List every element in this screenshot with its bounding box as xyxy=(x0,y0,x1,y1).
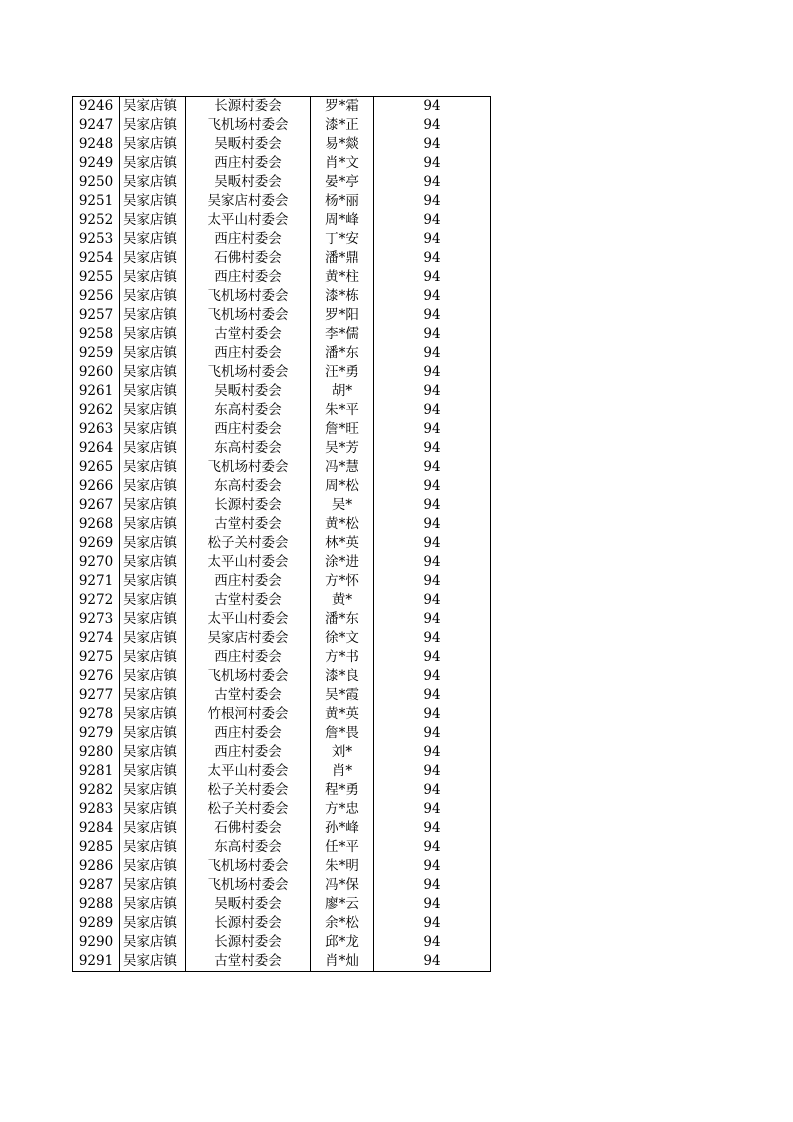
cell-id: 9248 xyxy=(73,135,120,154)
cell-town: 吴家店镇 xyxy=(120,705,186,724)
table-row xyxy=(73,800,491,819)
cell-town: 吴家店镇 xyxy=(120,781,186,800)
cell-name: 周*松 xyxy=(311,477,374,496)
cell-id: 9275 xyxy=(73,648,120,667)
cell-id: 9284 xyxy=(73,819,120,838)
cell-score: 94 xyxy=(374,876,491,895)
cell-score: 94 xyxy=(374,154,491,173)
cell-village: 吴畈村委会 xyxy=(186,173,311,192)
cell-village: 东高村委会 xyxy=(186,401,311,420)
cell-town: 吴家店镇 xyxy=(120,268,186,287)
table-row xyxy=(73,952,491,972)
cell-village: 太平山村委会 xyxy=(186,211,311,230)
cell-score: 94 xyxy=(374,458,491,477)
table-row xyxy=(73,249,491,268)
cell-score: 94 xyxy=(374,515,491,534)
cell-town: 吴家店镇 xyxy=(120,572,186,591)
table-row xyxy=(73,173,491,192)
cell-town: 吴家店镇 xyxy=(120,648,186,667)
cell-id: 9250 xyxy=(73,173,120,192)
cell-name: 朱*明 xyxy=(311,857,374,876)
cell-score: 94 xyxy=(374,192,491,211)
cell-id: 9277 xyxy=(73,686,120,705)
cell-id: 9263 xyxy=(73,420,120,439)
cell-village: 东高村委会 xyxy=(186,838,311,857)
cell-village: 松子关村委会 xyxy=(186,800,311,819)
cell-id: 9270 xyxy=(73,553,120,572)
cell-id: 9259 xyxy=(73,344,120,363)
table-row xyxy=(73,629,491,648)
cell-town: 吴家店镇 xyxy=(120,857,186,876)
cell-village: 长源村委会 xyxy=(186,914,311,933)
cell-village: 长源村委会 xyxy=(186,933,311,952)
cell-id: 9280 xyxy=(73,743,120,762)
cell-name: 易*燚 xyxy=(311,135,374,154)
cell-id: 9288 xyxy=(73,895,120,914)
cell-score: 94 xyxy=(374,914,491,933)
cell-village: 吴家店村委会 xyxy=(186,192,311,211)
cell-score: 94 xyxy=(374,477,491,496)
cell-id: 9269 xyxy=(73,534,120,553)
table-row xyxy=(73,686,491,705)
cell-village: 飞机场村委会 xyxy=(186,363,311,382)
cell-town: 吴家店镇 xyxy=(120,363,186,382)
cell-town: 吴家店镇 xyxy=(120,420,186,439)
cell-name: 潘*东 xyxy=(311,344,374,363)
cell-score: 94 xyxy=(374,705,491,724)
table-row xyxy=(73,496,491,515)
cell-name: 汪*勇 xyxy=(311,363,374,382)
cell-score: 94 xyxy=(374,306,491,325)
cell-id: 9262 xyxy=(73,401,120,420)
cell-village: 长源村委会 xyxy=(186,97,311,117)
table-row xyxy=(73,781,491,800)
cell-score: 94 xyxy=(374,591,491,610)
table-row xyxy=(73,591,491,610)
cell-village: 飞机场村委会 xyxy=(186,458,311,477)
cell-id: 9247 xyxy=(73,116,120,135)
cell-score: 94 xyxy=(374,743,491,762)
cell-id: 9265 xyxy=(73,458,120,477)
cell-name: 任*平 xyxy=(311,838,374,857)
table-row xyxy=(73,534,491,553)
cell-id: 9283 xyxy=(73,800,120,819)
table-row xyxy=(73,268,491,287)
cell-name: 潘*东 xyxy=(311,610,374,629)
cell-village: 西庄村委会 xyxy=(186,724,311,743)
cell-village: 西庄村委会 xyxy=(186,743,311,762)
cell-village: 古堂村委会 xyxy=(186,952,311,972)
cell-town: 吴家店镇 xyxy=(120,933,186,952)
cell-village: 东高村委会 xyxy=(186,477,311,496)
cell-id: 9252 xyxy=(73,211,120,230)
cell-score: 94 xyxy=(374,895,491,914)
cell-village: 西庄村委会 xyxy=(186,648,311,667)
table-row xyxy=(73,933,491,952)
cell-village: 古堂村委会 xyxy=(186,591,311,610)
table-row xyxy=(73,477,491,496)
cell-town: 吴家店镇 xyxy=(120,287,186,306)
cell-town: 吴家店镇 xyxy=(120,496,186,515)
table-row xyxy=(73,838,491,857)
cell-village: 飞机场村委会 xyxy=(186,116,311,135)
table-row xyxy=(73,344,491,363)
cell-id: 9290 xyxy=(73,933,120,952)
table-row xyxy=(73,895,491,914)
cell-town: 吴家店镇 xyxy=(120,724,186,743)
table-row xyxy=(73,97,491,117)
table-row xyxy=(73,420,491,439)
cell-score: 94 xyxy=(374,439,491,458)
cell-score: 94 xyxy=(374,724,491,743)
cell-id: 9261 xyxy=(73,382,120,401)
cell-village: 西庄村委会 xyxy=(186,268,311,287)
cell-name: 周*峰 xyxy=(311,211,374,230)
table-row xyxy=(73,306,491,325)
table-row xyxy=(73,857,491,876)
cell-score: 94 xyxy=(374,230,491,249)
cell-name: 林*英 xyxy=(311,534,374,553)
cell-town: 吴家店镇 xyxy=(120,401,186,420)
cell-score: 94 xyxy=(374,420,491,439)
cell-name: 吴* xyxy=(311,496,374,515)
cell-id: 9276 xyxy=(73,667,120,686)
cell-id: 9272 xyxy=(73,591,120,610)
cell-id: 9255 xyxy=(73,268,120,287)
cell-name: 漆*良 xyxy=(311,667,374,686)
cell-village: 长源村委会 xyxy=(186,496,311,515)
table-row xyxy=(73,914,491,933)
cell-name: 冯*慧 xyxy=(311,458,374,477)
cell-name: 晏*亭 xyxy=(311,173,374,192)
cell-name: 詹*畏 xyxy=(311,724,374,743)
cell-name: 邱*龙 xyxy=(311,933,374,952)
cell-score: 94 xyxy=(374,97,491,117)
cell-id: 9291 xyxy=(73,952,120,972)
table-row xyxy=(73,610,491,629)
table-row xyxy=(73,287,491,306)
cell-id: 9278 xyxy=(73,705,120,724)
table-row xyxy=(73,743,491,762)
cell-town: 吴家店镇 xyxy=(120,344,186,363)
cell-score: 94 xyxy=(374,268,491,287)
cell-name: 漆*栋 xyxy=(311,287,374,306)
cell-id: 9268 xyxy=(73,515,120,534)
cell-score: 94 xyxy=(374,363,491,382)
cell-name: 涂*进 xyxy=(311,553,374,572)
cell-name: 李*儒 xyxy=(311,325,374,344)
cell-name: 吴*霞 xyxy=(311,686,374,705)
table-row xyxy=(73,401,491,420)
table-row xyxy=(73,154,491,173)
cell-town: 吴家店镇 xyxy=(120,458,186,477)
cell-town: 吴家店镇 xyxy=(120,97,186,117)
cell-score: 94 xyxy=(374,325,491,344)
table-row xyxy=(73,439,491,458)
cell-name: 冯*保 xyxy=(311,876,374,895)
cell-name: 孙*峰 xyxy=(311,819,374,838)
cell-town: 吴家店镇 xyxy=(120,325,186,344)
cell-name: 黄*松 xyxy=(311,515,374,534)
cell-village: 吴畈村委会 xyxy=(186,382,311,401)
cell-name: 漆*正 xyxy=(311,116,374,135)
cell-id: 9249 xyxy=(73,154,120,173)
cell-score: 94 xyxy=(374,135,491,154)
cell-name: 肖*文 xyxy=(311,154,374,173)
cell-town: 吴家店镇 xyxy=(120,686,186,705)
cell-town: 吴家店镇 xyxy=(120,116,186,135)
cell-score: 94 xyxy=(374,344,491,363)
table-row xyxy=(73,116,491,135)
cell-village: 东高村委会 xyxy=(186,439,311,458)
cell-id: 9289 xyxy=(73,914,120,933)
cell-name: 肖*灿 xyxy=(311,952,374,972)
cell-score: 94 xyxy=(374,496,491,515)
cell-town: 吴家店镇 xyxy=(120,230,186,249)
cell-village: 太平山村委会 xyxy=(186,610,311,629)
cell-name: 余*松 xyxy=(311,914,374,933)
cell-id: 9285 xyxy=(73,838,120,857)
cell-town: 吴家店镇 xyxy=(120,439,186,458)
table-row xyxy=(73,325,491,344)
cell-name: 方*怀 xyxy=(311,572,374,591)
cell-village: 石佛村委会 xyxy=(186,819,311,838)
cell-town: 吴家店镇 xyxy=(120,211,186,230)
cell-village: 飞机场村委会 xyxy=(186,857,311,876)
cell-village: 飞机场村委会 xyxy=(186,306,311,325)
cell-town: 吴家店镇 xyxy=(120,762,186,781)
table-row xyxy=(73,382,491,401)
cell-town: 吴家店镇 xyxy=(120,819,186,838)
cell-village: 松子关村委会 xyxy=(186,534,311,553)
table-row xyxy=(73,572,491,591)
cell-town: 吴家店镇 xyxy=(120,382,186,401)
table-row xyxy=(73,705,491,724)
cell-village: 飞机场村委会 xyxy=(186,287,311,306)
cell-town: 吴家店镇 xyxy=(120,838,186,857)
cell-village: 西庄村委会 xyxy=(186,230,311,249)
cell-score: 94 xyxy=(374,211,491,230)
cell-town: 吴家店镇 xyxy=(120,515,186,534)
cell-id: 9282 xyxy=(73,781,120,800)
table-row xyxy=(73,230,491,249)
cell-town: 吴家店镇 xyxy=(120,306,186,325)
cell-id: 9267 xyxy=(73,496,120,515)
cell-id: 9246 xyxy=(73,97,120,117)
roster-table-body xyxy=(73,97,491,972)
cell-score: 94 xyxy=(374,534,491,553)
cell-score: 94 xyxy=(374,952,491,972)
cell-name: 黄*英 xyxy=(311,705,374,724)
cell-village: 太平山村委会 xyxy=(186,553,311,572)
cell-name: 罗*霜 xyxy=(311,97,374,117)
cell-id: 9254 xyxy=(73,249,120,268)
cell-name: 方*书 xyxy=(311,648,374,667)
cell-name: 朱*平 xyxy=(311,401,374,420)
table-row xyxy=(73,648,491,667)
cell-town: 吴家店镇 xyxy=(120,192,186,211)
cell-name: 丁*安 xyxy=(311,230,374,249)
cell-village: 吴畈村委会 xyxy=(186,135,311,154)
cell-village: 西庄村委会 xyxy=(186,344,311,363)
cell-id: 9258 xyxy=(73,325,120,344)
cell-town: 吴家店镇 xyxy=(120,135,186,154)
cell-id: 9287 xyxy=(73,876,120,895)
cell-town: 吴家店镇 xyxy=(120,173,186,192)
cell-town: 吴家店镇 xyxy=(120,876,186,895)
cell-name: 黄* xyxy=(311,591,374,610)
cell-name: 程*勇 xyxy=(311,781,374,800)
cell-town: 吴家店镇 xyxy=(120,895,186,914)
cell-id: 9257 xyxy=(73,306,120,325)
cell-score: 94 xyxy=(374,382,491,401)
cell-id: 9271 xyxy=(73,572,120,591)
cell-town: 吴家店镇 xyxy=(120,800,186,819)
cell-name: 潘*鼎 xyxy=(311,249,374,268)
cell-town: 吴家店镇 xyxy=(120,743,186,762)
cell-town: 吴家店镇 xyxy=(120,629,186,648)
cell-town: 吴家店镇 xyxy=(120,249,186,268)
cell-score: 94 xyxy=(374,800,491,819)
cell-town: 吴家店镇 xyxy=(120,477,186,496)
cell-village: 西庄村委会 xyxy=(186,420,311,439)
cell-id: 9279 xyxy=(73,724,120,743)
cell-score: 94 xyxy=(374,629,491,648)
cell-score: 94 xyxy=(374,249,491,268)
cell-town: 吴家店镇 xyxy=(120,610,186,629)
cell-score: 94 xyxy=(374,781,491,800)
cell-name: 杨*丽 xyxy=(311,192,374,211)
cell-name: 罗*阳 xyxy=(311,306,374,325)
table-row xyxy=(73,667,491,686)
cell-village: 竹根河村委会 xyxy=(186,705,311,724)
cell-town: 吴家店镇 xyxy=(120,591,186,610)
cell-village: 飞机场村委会 xyxy=(186,876,311,895)
cell-name: 徐*文 xyxy=(311,629,374,648)
cell-score: 94 xyxy=(374,667,491,686)
cell-town: 吴家店镇 xyxy=(120,534,186,553)
cell-score: 94 xyxy=(374,686,491,705)
cell-score: 94 xyxy=(374,287,491,306)
cell-name: 刘* xyxy=(311,743,374,762)
cell-score: 94 xyxy=(374,857,491,876)
table-row xyxy=(73,211,491,230)
cell-village: 古堂村委会 xyxy=(186,325,311,344)
cell-village: 西庄村委会 xyxy=(186,572,311,591)
cell-name: 廖*云 xyxy=(311,895,374,914)
table-row xyxy=(73,135,491,154)
cell-id: 9266 xyxy=(73,477,120,496)
cell-name: 詹*旺 xyxy=(311,420,374,439)
cell-town: 吴家店镇 xyxy=(120,952,186,972)
cell-score: 94 xyxy=(374,553,491,572)
cell-score: 94 xyxy=(374,572,491,591)
table-row xyxy=(73,192,491,211)
table-row xyxy=(73,819,491,838)
cell-village: 古堂村委会 xyxy=(186,515,311,534)
cell-score: 94 xyxy=(374,648,491,667)
cell-id: 9264 xyxy=(73,439,120,458)
cell-name: 黄*柱 xyxy=(311,268,374,287)
cell-score: 94 xyxy=(374,838,491,857)
cell-name: 方*忠 xyxy=(311,800,374,819)
table-row xyxy=(73,363,491,382)
table-row xyxy=(73,876,491,895)
cell-id: 9253 xyxy=(73,230,120,249)
cell-id: 9256 xyxy=(73,287,120,306)
cell-score: 94 xyxy=(374,819,491,838)
cell-score: 94 xyxy=(374,762,491,781)
cell-village: 吴畈村委会 xyxy=(186,895,311,914)
table-row xyxy=(73,762,491,781)
cell-score: 94 xyxy=(374,610,491,629)
cell-id: 9274 xyxy=(73,629,120,648)
cell-id: 9260 xyxy=(73,363,120,382)
roster-table xyxy=(72,96,491,972)
cell-town: 吴家店镇 xyxy=(120,914,186,933)
cell-id: 9273 xyxy=(73,610,120,629)
table-row xyxy=(73,553,491,572)
table-row xyxy=(73,458,491,477)
cell-score: 94 xyxy=(374,401,491,420)
cell-village: 松子关村委会 xyxy=(186,781,311,800)
table-row xyxy=(73,724,491,743)
cell-id: 9251 xyxy=(73,192,120,211)
cell-score: 94 xyxy=(374,116,491,135)
cell-id: 9286 xyxy=(73,857,120,876)
cell-score: 94 xyxy=(374,173,491,192)
cell-town: 吴家店镇 xyxy=(120,553,186,572)
cell-town: 吴家店镇 xyxy=(120,667,186,686)
cell-village: 古堂村委会 xyxy=(186,686,311,705)
cell-town: 吴家店镇 xyxy=(120,154,186,173)
cell-score: 94 xyxy=(374,933,491,952)
cell-village: 太平山村委会 xyxy=(186,762,311,781)
cell-village: 吴家店村委会 xyxy=(186,629,311,648)
cell-name: 吴*芳 xyxy=(311,439,374,458)
cell-village: 飞机场村委会 xyxy=(186,667,311,686)
cell-id: 9281 xyxy=(73,762,120,781)
cell-village: 西庄村委会 xyxy=(186,154,311,173)
table-row xyxy=(73,515,491,534)
cell-name: 胡* xyxy=(311,382,374,401)
cell-name: 肖* xyxy=(311,762,374,781)
cell-village: 石佛村委会 xyxy=(186,249,311,268)
